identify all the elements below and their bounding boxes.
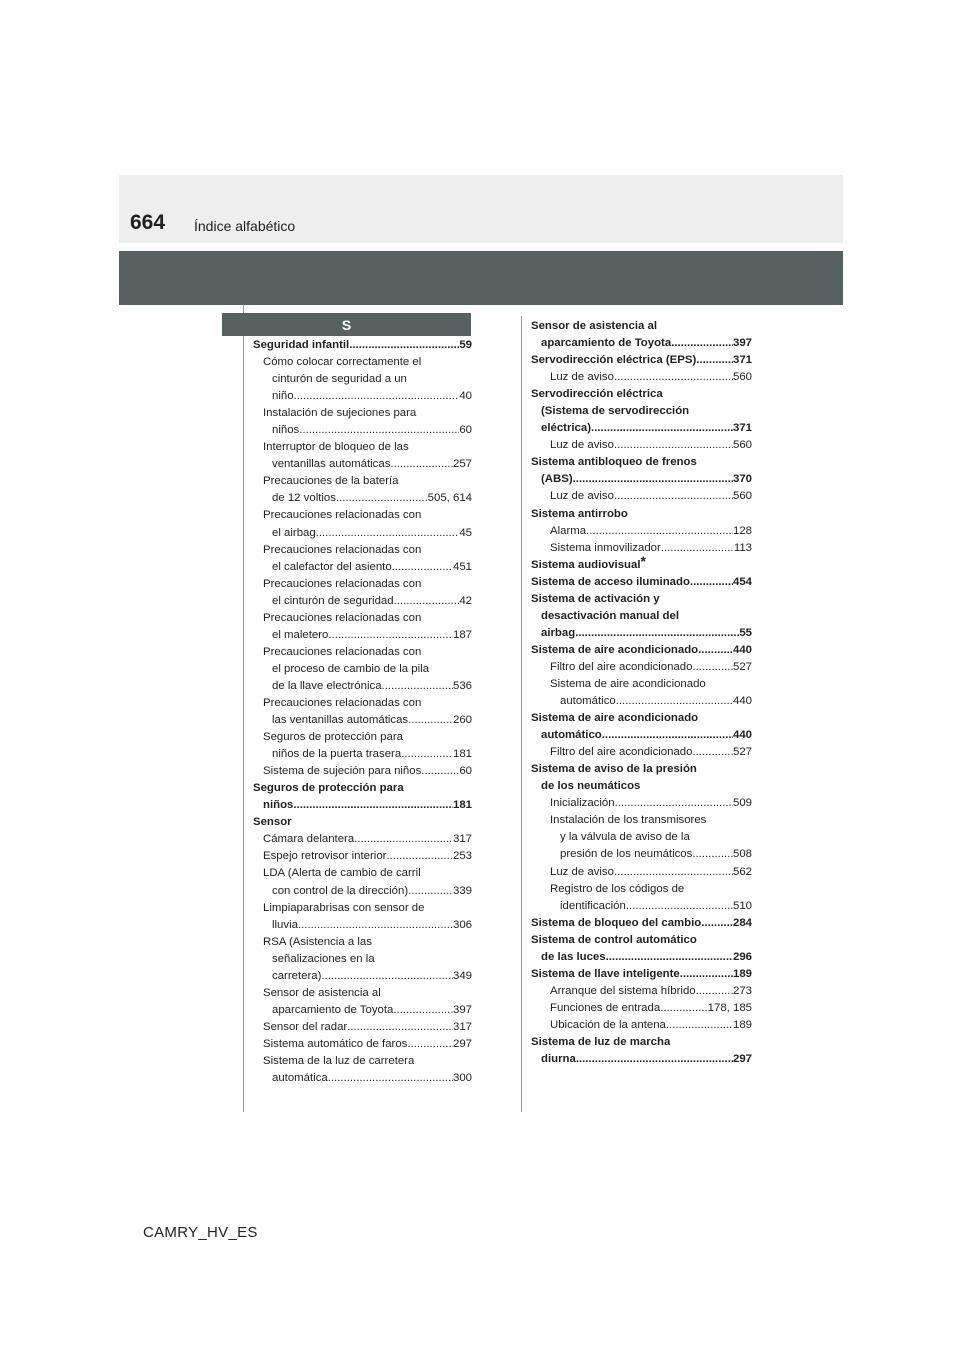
entry-text: Sistema de activación y [531, 592, 660, 605]
index-entry [253, 746, 472, 763]
page-reference: 300 [452, 1072, 472, 1085]
entry-text: Luz de aviso [550, 371, 614, 384]
index-entry [531, 552, 752, 574]
entry-text: el cinturón de seguridad [272, 594, 394, 607]
index-entry [253, 729, 472, 746]
dot-leader [666, 1017, 733, 1034]
entry-text: Precauciones relacionadas con [263, 645, 422, 658]
entry-text: Seguros de protección para [253, 782, 404, 795]
index-entry [253, 559, 472, 576]
entry-text: Sistema audiovisual [531, 558, 641, 571]
dot-leader [690, 574, 733, 591]
entry-text: Luz de aviso [550, 490, 614, 503]
entry-text: Servodirección eléctrica (EPS) [531, 354, 697, 367]
entry-text: Filtro del aire acondicionado [550, 660, 693, 673]
page-reference: 59 [459, 339, 472, 351]
entry-text: Sistema automático de faros [263, 1037, 408, 1050]
index-entry [531, 608, 752, 625]
page-reference: 560 [732, 490, 752, 503]
index-entry [531, 659, 752, 676]
page-reference: 560 [732, 371, 752, 384]
index-entry [253, 1070, 472, 1087]
page-reference: 60 [459, 424, 472, 437]
page-reference: 397 [732, 337, 752, 350]
index-entry [253, 865, 472, 882]
index-entry [531, 420, 752, 437]
entry-text: de la llave electrónica [272, 679, 382, 692]
index-entry [531, 932, 752, 949]
entry-text: Sistema de la luz de carretera [263, 1054, 415, 1067]
entry-text: (Sistema de servodirección [541, 405, 690, 418]
section-letter-heading: S [222, 313, 471, 336]
page-reference: 128 [732, 524, 752, 537]
dot-leader [347, 1019, 453, 1036]
dot-leader [602, 727, 733, 744]
entry-text: carretera) [272, 969, 322, 982]
entry-text: niño [272, 390, 294, 403]
index-entry [531, 471, 752, 488]
entry-text: Espejo retrovisor interior [263, 850, 387, 863]
entry-text: automática [272, 1072, 328, 1085]
page-reference: 317 [452, 1020, 472, 1033]
entry-text: Ubicación de la antena [550, 1018, 666, 1031]
index-entry [253, 1053, 472, 1070]
index-entry [253, 951, 472, 968]
dot-leader [692, 846, 733, 863]
entry-text: Alarma [550, 524, 587, 537]
entry-text: automático [560, 695, 616, 708]
entry-text: Precauciones de la batería [263, 475, 399, 488]
index-entry [253, 525, 472, 542]
entry-text: Luz de aviso [550, 439, 614, 452]
index-entry [531, 1051, 752, 1068]
index-entry [531, 812, 752, 829]
page-reference: 55 [739, 626, 752, 639]
page-reference: 440 [732, 729, 752, 742]
page-reference: 260 [452, 714, 472, 727]
dot-leader [316, 525, 460, 542]
entry-text: desactivación manual del [541, 609, 680, 622]
dot-leader [328, 1070, 453, 1087]
index-entry [531, 778, 752, 795]
page-reference: 297 [732, 1053, 752, 1066]
entry-text: el calefactor del asiento [272, 560, 392, 573]
page-reference: 371 [732, 354, 752, 367]
index-column-right [531, 318, 752, 1068]
index-entry [531, 693, 752, 710]
page-reference: 187 [452, 628, 472, 641]
page-reference: 527 [732, 660, 752, 673]
dot-leader [616, 693, 733, 710]
entry-text: Precauciones relacionadas con [263, 696, 422, 709]
page-reference: 510 [732, 899, 752, 912]
entry-text: Registro de los códigos de [550, 882, 685, 895]
entry-text: Sistema inmovilizador [550, 541, 661, 554]
entry-text: Sistema de aviso de la presión [531, 763, 697, 776]
page-reference: 257 [452, 458, 472, 471]
index-entry [531, 1017, 752, 1034]
dot-leader [298, 917, 453, 934]
entry-text: Filtro del aire acondicionado [550, 746, 693, 759]
dot-leader [421, 763, 459, 780]
dot-leader [591, 420, 733, 437]
index-entry [531, 898, 752, 915]
index-entry [253, 610, 472, 627]
index-entry [253, 831, 472, 848]
dot-leader [407, 1036, 453, 1053]
dot-leader [606, 949, 733, 966]
index-entry [253, 490, 472, 507]
page-reference: 284 [732, 916, 752, 929]
index-entry [253, 917, 472, 934]
page-reference: 273 [732, 984, 752, 997]
entry-text: de 12 voltios [272, 492, 336, 505]
index-entry [531, 506, 752, 523]
entry-text: cinturón de seguridad a un [272, 373, 407, 386]
index-entry [531, 335, 752, 352]
dot-leader [614, 864, 733, 881]
dot-leader [696, 983, 733, 1000]
entry-text: airbag [541, 626, 576, 639]
index-entry [253, 337, 472, 354]
entry-text: Sistema antibloqueo de frenos [531, 456, 697, 469]
entry-text: Sistema de aire acondicionado [550, 677, 706, 690]
page-reference: 451 [452, 560, 472, 573]
index-entry [253, 405, 472, 422]
index-entry [531, 795, 752, 812]
index-entry [253, 473, 472, 490]
index-entry [531, 727, 752, 744]
index-entry [253, 354, 472, 371]
index-entry [253, 695, 472, 712]
page-reference: 505, 614 [427, 492, 472, 505]
index-entry [531, 523, 752, 540]
dot-leader [661, 540, 734, 557]
index-entry [531, 1000, 752, 1017]
entry-text: y la válvula de aviso de la [560, 831, 690, 844]
dot-leader [576, 1051, 733, 1068]
index-entry [253, 576, 472, 593]
page-reference: 397 [452, 1003, 472, 1016]
dot-leader [701, 915, 733, 932]
dot-leader [573, 471, 733, 488]
dot-leader [299, 422, 459, 439]
index-entry [253, 371, 472, 388]
index-entry [253, 1002, 472, 1019]
section-banner [119, 251, 843, 305]
index-entry [253, 900, 472, 917]
index-entry [253, 422, 472, 439]
page-reference: 440 [732, 695, 752, 708]
running-title: Índice alfabético [194, 218, 296, 234]
page-reference: 562 [732, 865, 752, 878]
dot-leader [390, 456, 453, 473]
index-entry [531, 642, 752, 659]
index-entry [531, 676, 752, 693]
index-entry [531, 949, 752, 966]
entry-text: señalizaciones en la [272, 952, 375, 965]
index-entry [531, 488, 752, 505]
dot-leader [336, 490, 428, 507]
index-entry [253, 968, 472, 985]
entry-text: con control de la dirección) [272, 884, 409, 897]
page-reference: 454 [732, 575, 752, 588]
entry-text: Servodirección eléctrica [531, 388, 663, 401]
dot-leader [698, 642, 733, 659]
index-entry [531, 829, 752, 846]
entry-text: Precauciones relacionadas con [263, 611, 422, 624]
page-reference: 509 [732, 797, 752, 810]
index-entry [531, 625, 752, 642]
entry-text: Funciones de entrada [550, 1001, 661, 1014]
page-reference: 317 [452, 833, 472, 846]
entry-text: Sistema de acceso iluminado [531, 575, 690, 588]
index-entry [253, 439, 472, 456]
page-reference: 189 [732, 967, 752, 980]
entry-text: Sensor [253, 816, 292, 829]
index-entry [253, 456, 472, 473]
dot-leader [692, 659, 733, 676]
entry-text: Sistema de aire acondicionado [531, 712, 699, 725]
index-entry [253, 780, 472, 797]
index-entry [531, 352, 752, 369]
entry-text: Limpiaparabrisas con sensor de [263, 901, 425, 914]
entry-text: identificación [560, 899, 626, 912]
index-entry [531, 744, 752, 761]
entry-text: presión de los neumáticos [560, 848, 693, 861]
entry-text: Sistema de sujeción para niños [263, 765, 422, 778]
index-entry [253, 814, 472, 831]
index-entry [253, 388, 472, 405]
document-code: CAMRY_HV_ES [143, 1224, 258, 1241]
footnote-asterisk: * [640, 552, 646, 569]
index-entry [531, 1034, 752, 1051]
index-entry [253, 627, 472, 644]
index-entry [531, 591, 752, 608]
index-entry [531, 966, 752, 983]
dot-leader [696, 352, 733, 369]
index-entry [253, 985, 472, 1002]
entry-text: aparcamiento de Toyota [541, 337, 672, 350]
index-entry [531, 846, 752, 863]
entry-text: diurna [541, 1053, 576, 1066]
entry-text: Sensor de asistencia al [531, 320, 657, 332]
entry-text: Sistema de llave inteligente [531, 967, 680, 980]
dot-leader [294, 388, 460, 405]
entry-text: Instalación de sujeciones para [263, 407, 417, 420]
dot-leader [626, 898, 733, 915]
page-reference: 371 [732, 422, 752, 435]
entry-text: Sistema de aire acondicionado [531, 643, 699, 656]
index-entry [253, 848, 472, 865]
page-reference: 40 [459, 390, 472, 403]
entry-text: niños de la puerta trasera [272, 748, 402, 761]
index-entry [253, 797, 472, 814]
entry-text: Sistema antirrobo [531, 507, 628, 520]
index-entry [253, 712, 472, 729]
page-reference: 178, 185 [707, 1001, 752, 1014]
entry-text: Sensor del radar [263, 1020, 348, 1033]
page-reference: 536 [452, 679, 472, 692]
index-entry [531, 983, 752, 1000]
page-reference: 189 [732, 1018, 752, 1031]
dot-leader [354, 831, 453, 848]
entry-text: lluvia [272, 918, 298, 931]
dot-leader [408, 712, 453, 729]
index-entry [531, 386, 752, 403]
page-reference: 508 [732, 848, 752, 861]
dot-leader [382, 678, 453, 695]
page-reference: 113 [733, 541, 752, 554]
index-entry [531, 318, 752, 335]
dot-leader [575, 625, 739, 642]
dot-leader [392, 559, 453, 576]
dot-leader [401, 746, 453, 763]
index-entry [531, 403, 752, 420]
index-entry [253, 763, 472, 780]
index-entry [531, 864, 752, 881]
dot-leader [614, 369, 733, 386]
entry-text: LDA (Alerta de cambio de carril [263, 867, 421, 880]
entry-text: (ABS) [541, 473, 573, 486]
entry-text: Sistema de bloqueo del cambio [531, 916, 702, 929]
index-entry [531, 761, 752, 778]
page-reference: 440 [732, 643, 752, 656]
dot-leader [393, 1002, 453, 1019]
entry-text: Precauciones relacionadas con [263, 509, 422, 522]
index-entry [253, 542, 472, 559]
page-reference: 42 [459, 594, 472, 607]
entry-text: Seguridad infantil [253, 339, 350, 351]
entry-text: ventanillas automáticas [272, 458, 391, 471]
entry-text: el airbag [272, 526, 316, 539]
dot-leader [671, 335, 733, 352]
page-reference: 60 [459, 765, 472, 778]
entry-text: Sistema de luz de marcha [531, 1035, 671, 1048]
entry-text: Precauciones relacionadas con [263, 577, 422, 590]
entry-text: aparcamiento de Toyota [272, 1003, 394, 1016]
page-reference: 297 [452, 1037, 472, 1050]
entry-text: Sistema de control automático [531, 933, 697, 946]
page-reference: 296 [732, 950, 752, 963]
page-reference: 181 [452, 748, 472, 761]
index-entry [253, 661, 472, 678]
page-number: 664 [130, 211, 166, 234]
entry-text: niños [272, 424, 300, 437]
index-column-left [253, 337, 472, 1087]
dot-leader [328, 627, 453, 644]
index-entry [531, 915, 752, 932]
entry-text: Cómo colocar correctamente el [263, 356, 422, 369]
page-reference: 339 [452, 884, 472, 897]
dot-leader [349, 337, 459, 354]
dot-leader [394, 593, 460, 610]
dot-leader [586, 523, 733, 540]
index-entry [253, 593, 472, 610]
index-entry [253, 678, 472, 695]
dot-leader [321, 968, 453, 985]
entry-text: Precauciones relacionadas con [263, 543, 422, 556]
page-reference: 45 [459, 526, 472, 539]
index-entry [531, 454, 752, 471]
index-entry [253, 934, 472, 951]
index-entry [531, 369, 752, 386]
page-reference: 253 [452, 850, 472, 863]
dot-leader [660, 1000, 707, 1017]
index-entry [531, 437, 752, 454]
dot-leader [680, 966, 733, 983]
page-reference: 349 [452, 969, 472, 982]
entry-text: Luz de aviso [550, 865, 614, 878]
entry-text: eléctrica) [541, 422, 592, 435]
index-entry [253, 883, 472, 900]
dot-leader [408, 883, 453, 900]
entry-text: de las luces [541, 950, 606, 963]
page-reference: 527 [732, 746, 752, 759]
entry-text: Cámara delantera [263, 833, 355, 846]
index-entry [531, 574, 752, 591]
dot-leader [293, 797, 453, 814]
dot-leader [386, 848, 453, 865]
entry-text: Arranque del sistema híbrido [550, 984, 696, 997]
index-entry [253, 1036, 472, 1053]
entry-text: Inicialización [550, 797, 615, 810]
entry-text: de los neumáticos [541, 780, 641, 793]
index-entry [531, 710, 752, 727]
entry-text: niños [263, 799, 294, 812]
entry-text: Instalación de los transmisores [550, 814, 707, 827]
index-entry [531, 881, 752, 898]
page-reference: 560 [732, 439, 752, 452]
index-entry [253, 1019, 472, 1036]
page-reference: 181 [452, 799, 472, 812]
page-reference: 306 [452, 918, 472, 931]
entry-text: Sensor de asistencia al [263, 986, 381, 999]
index-entry [253, 507, 472, 524]
dot-leader [615, 795, 733, 812]
entry-text: el maletero [272, 628, 329, 641]
dot-leader [692, 744, 733, 761]
entry-text: el proceso de cambio de la pila [272, 662, 430, 675]
column-divider-left [243, 305, 244, 1112]
dot-leader [614, 488, 733, 505]
entry-text: automático [541, 729, 602, 742]
page-reference: 370 [732, 473, 752, 486]
entry-text: Interruptor de bloqueo de las [263, 441, 409, 454]
entry-text: las ventanillas automáticas [272, 714, 409, 727]
entry-text: Seguros de protección para [263, 731, 403, 744]
column-divider-middle [521, 316, 522, 1112]
entry-text: RSA (Asistencia a las [263, 935, 372, 948]
index-entry [253, 644, 472, 661]
dot-leader [614, 437, 733, 454]
